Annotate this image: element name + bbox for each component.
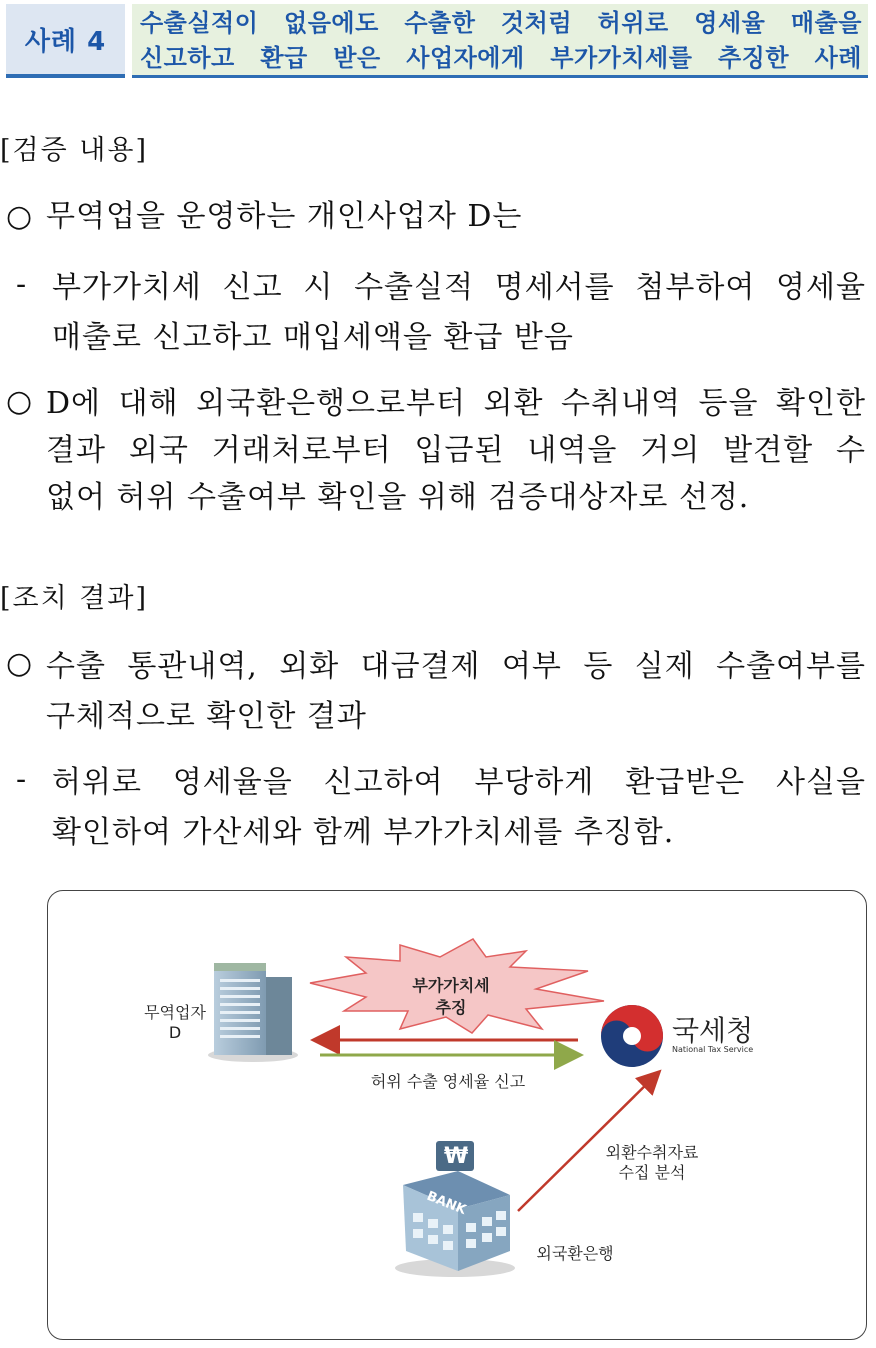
result-item-1-sub-line-1: 허위로 영세율을 신고하여 부당하게 환급받은 사실을: [52, 765, 866, 800]
office-building-icon: [208, 963, 298, 1062]
circle-bullet: ○: [6, 199, 34, 234]
verification-item-1-sub-line-1: 부가가치세 신고 시 수출실적 명세서를 첨부하여 영세율: [52, 270, 866, 305]
verification-item-1-sub-line-2: 매출로 신고하고 매입세액을 환급 받음: [52, 320, 574, 355]
case-badge: [6, 4, 125, 78]
analysis-label: [582, 1143, 722, 1183]
result-item-1-line-1: 수출 통관내역, 외화 대금결제 여부 등 실제 수출여부를: [46, 649, 866, 684]
won-symbol: ₩: [444, 1144, 469, 1169]
burst-line-2: 추징: [435, 998, 467, 1017]
nts-logo-icon: [601, 1005, 663, 1067]
verification-item-2-line-3: 없어 허위 수출여부 확인을 위해 검증대상자로 선정.: [46, 480, 750, 515]
circle-bullet: ○: [6, 384, 34, 419]
result-item-1-line-2: 구체적으로 확인한 결과: [46, 699, 367, 734]
trader-label-line-2: D: [168, 1023, 182, 1042]
burst-line-1: 부가가치세: [412, 976, 490, 995]
trader-label-line-1: 무역업자: [144, 1003, 206, 1022]
bank-sign-text: BANK: [424, 1188, 469, 1219]
circle-bullet: ○: [6, 646, 34, 681]
bank-building-icon: [395, 1141, 515, 1277]
analysis-line-1: 외환수취자료: [605, 1143, 699, 1162]
trader-label: [130, 1003, 220, 1043]
false-report-label: 허위 수출 영세율 신고: [370, 1072, 526, 1091]
data-analysis-arrow: [518, 1073, 658, 1211]
verification-item-2-line-1: D에 대해 외국환은행으로부터 외환 수취내역 등을 확인한: [46, 386, 866, 421]
analysis-line-2: 수집 분석: [618, 1163, 686, 1182]
case-label: 사례 4: [24, 26, 107, 57]
case-title-line-2: 신고하고 환급 받은 사업자에게 부가가치세를 추징한 사례: [140, 44, 862, 72]
verification-item-1-line-1: 무역업을 운영하는 개인사업자 D는: [46, 199, 523, 234]
nts-name-en: National Tax Service: [672, 1045, 754, 1054]
penalty-burst-label: [366, 975, 536, 1019]
dash-bullet: -: [16, 762, 28, 797]
verification-heading: [검증 내용]: [0, 135, 148, 166]
flow-diagram: [47, 890, 867, 1340]
bank-label: 외국환은행: [536, 1244, 614, 1263]
nts-name-ko: 국세청: [672, 1014, 754, 1047]
result-heading: [조치 결과]: [0, 583, 148, 614]
case-title-line-1: 수출실적이 없음에도 수출한 것처럼 허위로 영세율 매출을: [140, 9, 862, 37]
verification-item-2-line-2: 결과 외국 거래처로부터 입금된 내역을 거의 발견할 수: [46, 433, 866, 468]
result-item-1-sub-line-2: 확인하여 가산세와 함께 부가가치세를 추징함.: [52, 815, 675, 850]
diagram-graphics: [48, 891, 866, 1339]
dash-bullet: -: [16, 267, 28, 302]
case-title: [132, 4, 868, 78]
